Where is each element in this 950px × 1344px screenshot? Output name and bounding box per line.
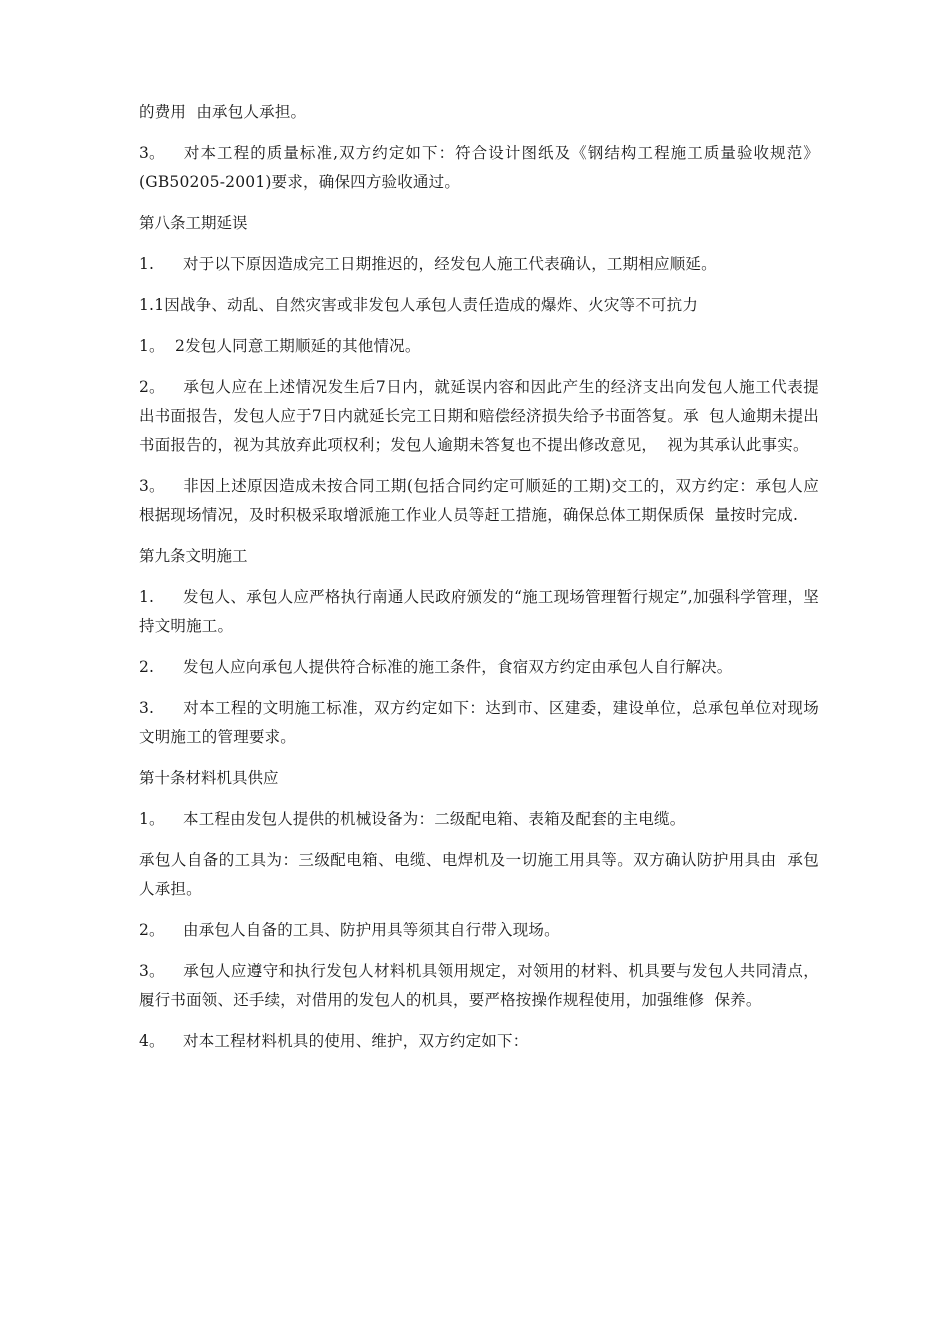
paragraph-supply-1 xyxy=(139,805,819,834)
paragraph-supply-3 xyxy=(139,957,819,1015)
paragraph-supply-own-tools xyxy=(139,846,819,904)
item-number: 4。 xyxy=(139,1032,165,1050)
paragraph-text: 1.1因战争、动乱、自然灾害或非发包人承包人责任造成的爆炸、火灾等不可抗力 xyxy=(139,296,699,314)
paragraph-civil-3 xyxy=(139,694,819,752)
paragraph-text: 发包人应向承包人提供符合标准的施工条件，食宿双方约定由承包人自行解决。 xyxy=(183,658,733,676)
paragraph-text: 承包人自备的工具为：三级配电箱、电缆、电焊机及一切施工用具等。双方确认防护用具由 承包人承担。 xyxy=(139,851,819,898)
paragraph-delay-1 xyxy=(139,250,819,279)
paragraph-text: 由承包人自备的工具、防护用具等须其自行带入现场。 xyxy=(183,921,560,939)
paragraph-text: 发包人、承包人应严格执行南通人民政府颁发的“施工现场管理暂行规定”,加强科学管理，坚持文明施工。 xyxy=(139,588,819,635)
paragraph-text: 非因上述原因造成未按合同工期(包括合同约定可顺延的工期)交工的，双方约定：承包人应根据现场情况，及时积极采取增派施工作业人员等赶工措施，确保总体工期保质保 量按时完成. xyxy=(139,477,819,524)
paragraph-delay-1-1 xyxy=(139,291,819,320)
paragraph-supply-4 xyxy=(139,1027,819,1056)
paragraph-quality-standard xyxy=(139,139,819,197)
paragraph-text: 对于以下原因造成完工日期推迟的，经发包人施工代表确认，工期相应顺延。 xyxy=(183,255,717,273)
section-heading-article-8: 第八条工期延误 xyxy=(139,214,248,232)
paragraph-text: 的费用 由承包人承担。 xyxy=(139,103,307,121)
paragraph-cost xyxy=(139,98,819,127)
item-number: 1. xyxy=(139,255,155,273)
paragraph-supply-2 xyxy=(139,916,819,945)
paragraph-delay-2 xyxy=(139,373,819,460)
paragraph-delay-3 xyxy=(139,472,819,530)
item-number: 3。 xyxy=(139,477,165,495)
paragraph-text: 对本工程材料机具的使用、维护，双方约定如下： xyxy=(183,1032,529,1050)
item-number: 2。 xyxy=(139,921,165,939)
item-number: 1. xyxy=(139,588,155,606)
paragraph-text: 承包人应在上述情况发生后7日内，就延误内容和因此产生的经济支出向发包人施工代表提出书面报告，发包人应于7日内就延长完工日期和赔偿经济损失给予书面答复。承 包人逾期未提出书面报告的，视为其放弃此项权利；发包人逾期未答复也不提出修改意见， 视为其承认此事实。 xyxy=(139,378,819,454)
paragraph-delay-1-2 xyxy=(139,332,819,361)
paragraph-text: 承包人应遵守和执行发包人材料机具领用规定，对领用的材料、机具要与发包人共同清点，履行书面领、还手续，对借用的发包人的机具，要严格按操作规程使用，加强维修 保养。 xyxy=(139,962,819,1009)
paragraph-text: 对本工程的质量标准,双方约定如下：符合设计图纸及《钢结构工程施工质量验收规范》(GB50205-2001)要求，确保四方验收通过。 xyxy=(139,144,819,191)
paragraph-civil-1 xyxy=(139,583,819,641)
paragraph-text: 本工程由发包人提供的机械设备为：二级配电箱、表箱及配套的主电缆。 xyxy=(183,810,686,828)
item-number: 1。 xyxy=(139,810,165,828)
paragraph-civil-2 xyxy=(139,653,819,682)
item-number: 2. xyxy=(139,658,155,676)
item-number: 3。 xyxy=(139,144,165,162)
document-page xyxy=(139,98,819,1068)
item-number: 3. xyxy=(139,699,155,717)
item-number: 3。 xyxy=(139,962,165,980)
paragraph-text: 1。 2发包人同意工期顺延的其他情况。 xyxy=(139,337,421,355)
section-heading-article-9: 第九条文明施工 xyxy=(139,547,248,565)
section-heading-article-10: 第十条材料机具供应 xyxy=(139,769,279,787)
paragraph-text: 对本工程的文明施工标准，双方约定如下：达到市、区建委，建设单位，总承包单位对现场文明施工的管理要求。 xyxy=(139,699,819,746)
item-number: 2。 xyxy=(139,378,165,396)
